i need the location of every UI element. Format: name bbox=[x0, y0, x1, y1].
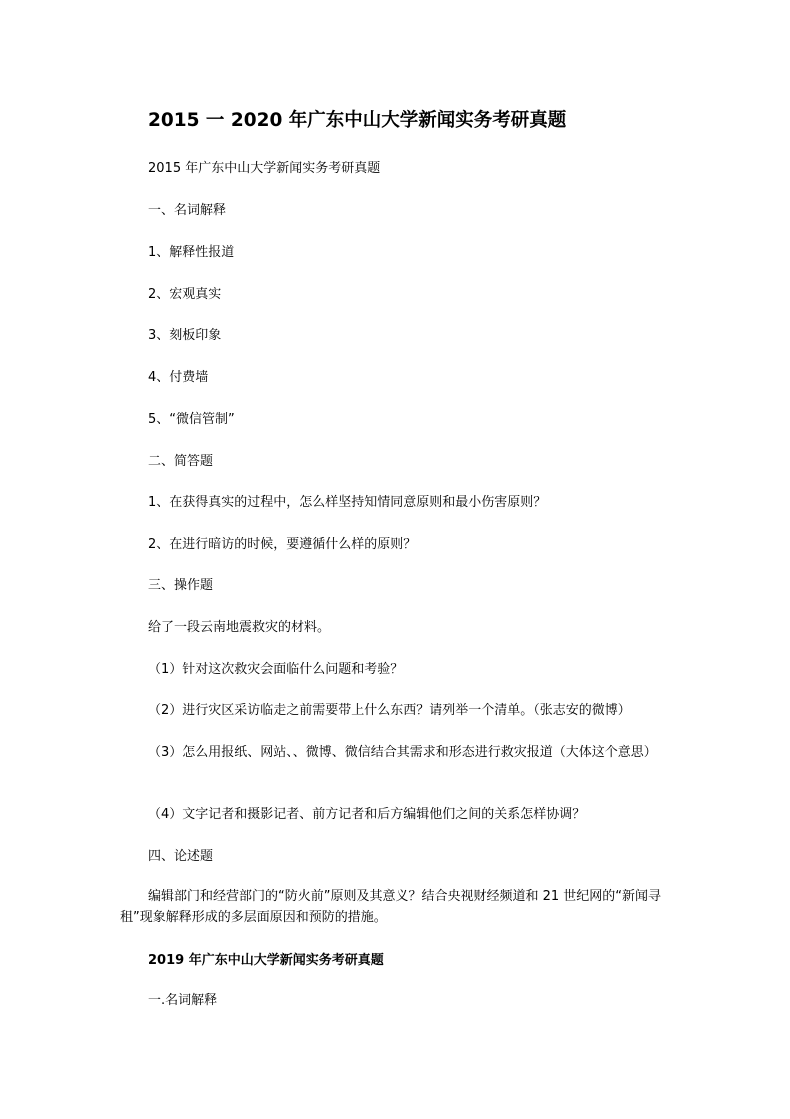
document-title: 2015 一 2020 年广东中山大学新闻实务考研真题 bbox=[148, 110, 567, 131]
section-heading-practice: 三、操作题 bbox=[148, 578, 214, 593]
list-item: 5、“微信管制” bbox=[148, 412, 235, 427]
section-heading-2015: 2015 年广东中山大学新闻实务考研真题 bbox=[148, 161, 381, 176]
list-item: 1、在获得真实的过程中，怎么样坚持知情同意原则和最小伤害原则？ bbox=[148, 495, 547, 510]
list-item: （3）怎么用报纸、网站、、微博、微信结合其需求和形态进行救灾报道（大体这个意思） bbox=[148, 745, 657, 760]
list-item: （1）针对这次救灾会面临什么问题和考验？ bbox=[148, 662, 404, 677]
section-heading-short-answer: 二、简答题 bbox=[148, 454, 214, 469]
list-item: 2、在进行暗访的时候，要遵循什么样的原则？ bbox=[148, 537, 417, 552]
section-heading-terms-2019: 一.名词解释 bbox=[148, 993, 218, 1008]
list-item: 1、解释性报道 bbox=[148, 245, 235, 260]
list-item: 2、宏观真实 bbox=[148, 287, 222, 302]
list-item: 3、刻板印象 bbox=[148, 328, 222, 343]
section-heading-terms: 一、名词解释 bbox=[148, 203, 227, 218]
paragraph: 编辑部门和经营部门的“防火前”原则及其意义？结合央视财经频道和 21 世纪网的“新闻寻租”现象解释形成的多层面原因和预防的措施。 bbox=[120, 889, 662, 925]
list-item: （4）文字记者和摄影记者、前方记者和后方编辑他们之间的关系怎样协调？ bbox=[148, 807, 586, 822]
list-item: （2）进行灾区采访临走之前需要带上什么东西？请列举一个清单。（张志安的微博） bbox=[148, 703, 631, 718]
list-item: 4、付费墙 bbox=[148, 370, 209, 385]
section-heading-essay: 四、论述题 bbox=[148, 849, 214, 864]
paragraph: 给了一段云南地震救灾的材料。 bbox=[148, 620, 331, 635]
section-heading-2019: 2019 年广东中山大学新闻实务考研真题 bbox=[148, 953, 384, 968]
